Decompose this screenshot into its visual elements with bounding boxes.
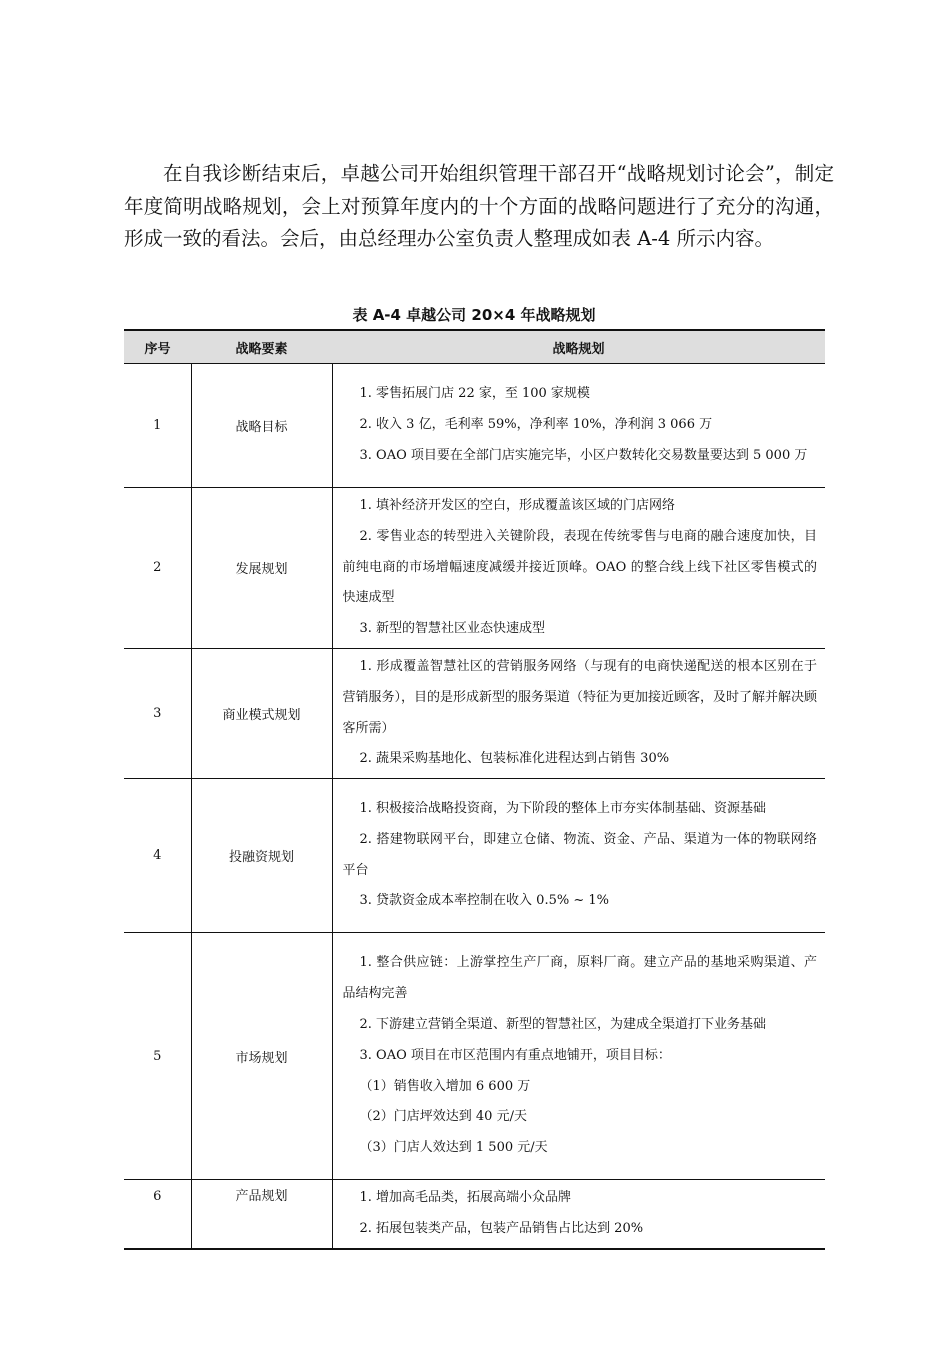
plan-item: 3. 贷款资金成本率控制在收入 0.5% ~ 1% <box>359 893 609 909</box>
plan-item: 2. 收入 3 亿，毛利率 59%，净利率 10%，净利润 3 066 万 <box>359 417 713 433</box>
plan-item: （2）门店坪效达到 40 元/天 <box>359 1109 527 1125</box>
row-index: 4 <box>124 779 191 933</box>
row-element: 投融资规划 <box>191 779 332 933</box>
table-row <box>124 488 825 649</box>
row-index: 6 <box>124 1180 191 1249</box>
row-index: 1 <box>124 364 191 488</box>
table-row <box>124 779 825 933</box>
strategy-table <box>124 329 825 1250</box>
row-plan <box>332 1180 825 1249</box>
row-element: 商业模式规划 <box>191 648 332 778</box>
plan-item: 1. 积极接洽战略投资商，为下阶段的整体上市夯实体制基础、资源基础 <box>359 801 767 817</box>
row-element: 产品规划 <box>191 1180 332 1249</box>
plan-item: 2. 搭建物联网平台，即建立仓储、物流、资金、产品、渠道为一体的物联网络平台 <box>342 831 817 878</box>
plan-item: 3. OAO 项目要在全部门店实施完毕，小区户数转化交易数量要达到 5 000 万 <box>359 447 808 463</box>
plan-item: 1. 形成覆盖智慧社区的营销服务网络（与现有的电商快递配送的根本区别在于营销服务），目的是形成新型的服务渠道（特征为更加接近顾客，及时了解并解决顾客所需） <box>342 658 818 736</box>
header-index: 序号 <box>124 330 191 364</box>
table-row <box>124 364 825 488</box>
plan-item: 1. 增加高毛品类，拓展高端小众品牌 <box>359 1190 572 1206</box>
header-plan: 战略规划 <box>332 330 825 364</box>
row-element: 发展规划 <box>191 488 332 649</box>
plan-item: （1）销售收入增加 6 600 万 <box>359 1078 531 1094</box>
table-row <box>124 933 825 1180</box>
table-caption: 表 A-4 卓越公司 20×4 年战略规划 <box>352 306 596 324</box>
plan-item: 2. 下游建立营销全渠道、新型的智慧社区，为建成全渠道打下业务基础 <box>359 1016 767 1032</box>
table-row <box>124 1180 825 1249</box>
row-index: 2 <box>124 488 191 649</box>
row-plan <box>332 364 825 488</box>
plan-item: 1. 零售拓展门店 22 家，至 100 家规模 <box>359 386 590 402</box>
intro-paragraph: 在自我诊断结束后，卓越公司开始组织管理干部召开“战略规划讨论会”，制定年度简明战略规划，会上对预算年度内的十个方面的战略问题进行了充分的沟通，形成一致的看法。会后，由总经理办公室负责人整理成如表 A-4 所示内容。 <box>124 162 834 250</box>
plan-item: 3. OAO 项目在市区范围内有重点地铺开，项目目标： <box>359 1047 671 1063</box>
row-element: 市场规划 <box>191 933 332 1180</box>
header-element: 战略要素 <box>191 330 332 364</box>
plan-item: 1. 整合供应链：上游掌控生产厂商，原料厂商。建立产品的基地采购渠道、产品结构完善 <box>342 955 817 1002</box>
row-plan <box>332 779 825 933</box>
row-index: 5 <box>124 933 191 1180</box>
plan-item: 1. 填补经济开发区的空白，形成覆盖该区域的门店网络 <box>359 498 676 513</box>
row-plan <box>332 933 825 1180</box>
row-element: 战略目标 <box>191 364 332 488</box>
row-plan <box>332 648 825 778</box>
plan-item: 2. 拓展包装类产品，包装产品销售占比达到 20% <box>359 1220 644 1236</box>
plan-item: （3）门店人效达到 1 500 元/天 <box>359 1140 548 1156</box>
row-plan <box>332 488 825 649</box>
plan-item: 2. 蔬果采购基地化、包装标准化进程达到占销售 30% <box>359 751 670 767</box>
table-row <box>124 648 825 778</box>
row-index: 3 <box>124 648 191 778</box>
table-header-row <box>124 330 825 364</box>
plan-item: 3. 新型的智慧社区业态快速成型 <box>359 621 546 637</box>
plan-item: 2. 零售业态的转型进入关键阶段，表现在传统零售与电商的融合速度加快，目前纯电商的市场增幅速度减缓并接近顶峰。OAO 的整合线上线下社区零售模式的快速成型 <box>342 528 817 606</box>
